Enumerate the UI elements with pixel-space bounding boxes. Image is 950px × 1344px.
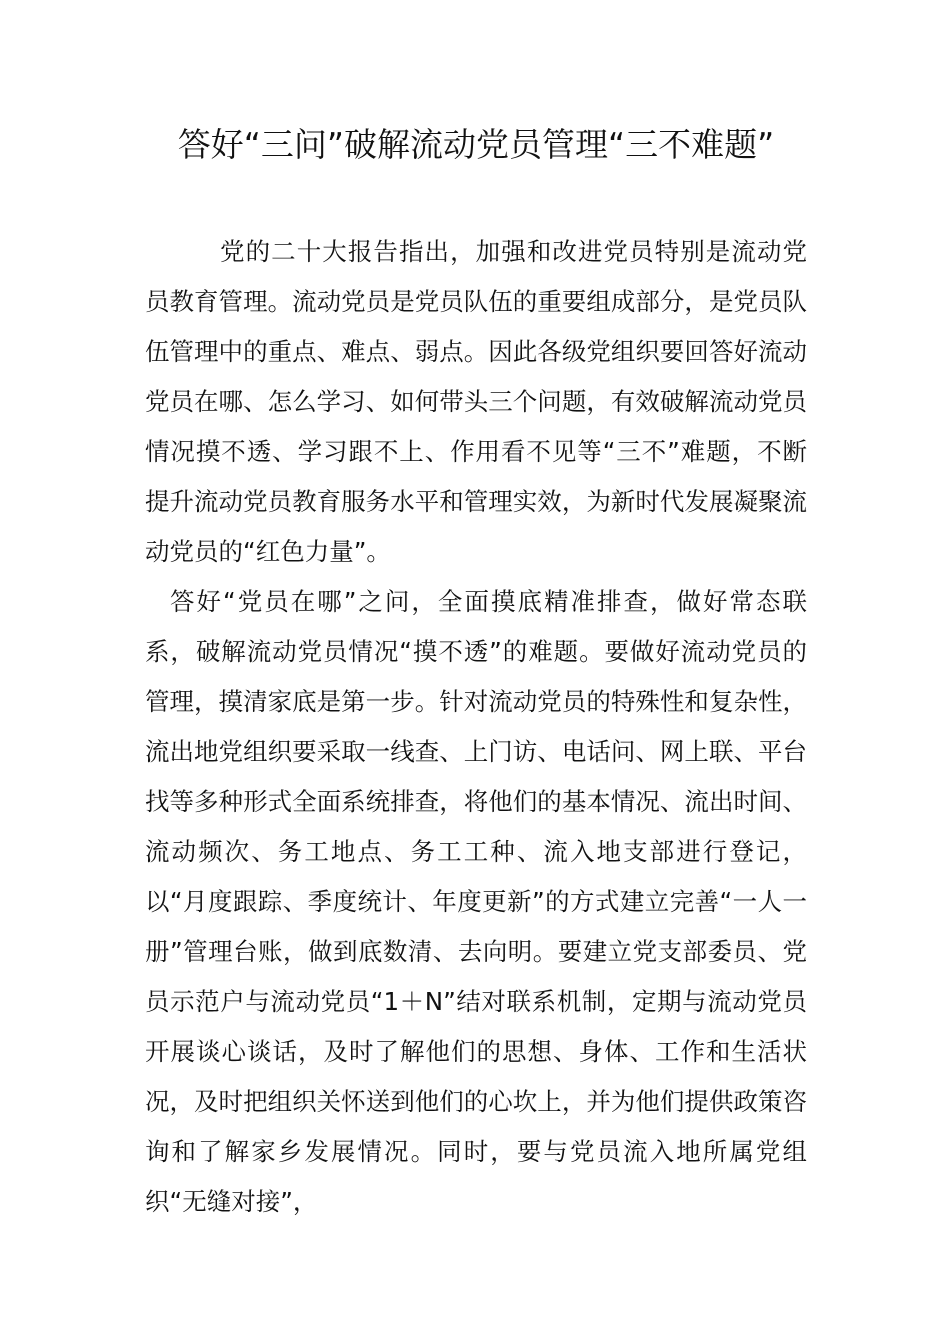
paragraph-intro: 党的二十大报告指出，加强和改进党员特别是流动党员教育管理。流动党员是党员队伍的重要组成部分，是党员队伍管理中的重点、难点、弱点。因此各级党组织要回答好流动党员在哪、怎么学习、如何带头三个问题，有效破解流动党员情况摸不透、学习跟不上、作用看不见等“三不”难题，不断提升流动党员教育服务水平和管理实效，为新时代发展凝聚流动党员的“红色力量”。	[145, 237, 807, 566]
document-title: 答好“三问”破解流动党员管理“三不难题”	[177, 125, 775, 164]
document-body	[145, 227, 807, 1227]
paragraph-where-are-members: 答好“党员在哪”之问，全面摸底精准排查，做好常态联系，破解流动党员情况“摸不透”的难题。要做好流动党员的管理，摸清家底是第一步。针对流动党员的特殊性和复杂性，流出地党组织要采取一线查、上门访、电话问、网上联、平台找等多种形式全面系统排查，将他们的基本情况、流出时间、流动频次、务工地点、务工工种、流入地支部进行登记，以“月度跟踪、季度统计、年度更新”的方式建立完善“一人一册”管理台账，做到底数清、去向明。要建立党支部委员、党员示范户与流动党员“1＋N”结对联系机制，定期与流动党员开展谈心谈话，及时了解他们的思想、身体、工作和生活状况，及时把组织关怀送到他们的心坎上，并为他们提供政策咨询和了解家乡发展情况。同时，要与党员流入地所属党组织“无缝对接”，	[145, 587, 807, 1216]
